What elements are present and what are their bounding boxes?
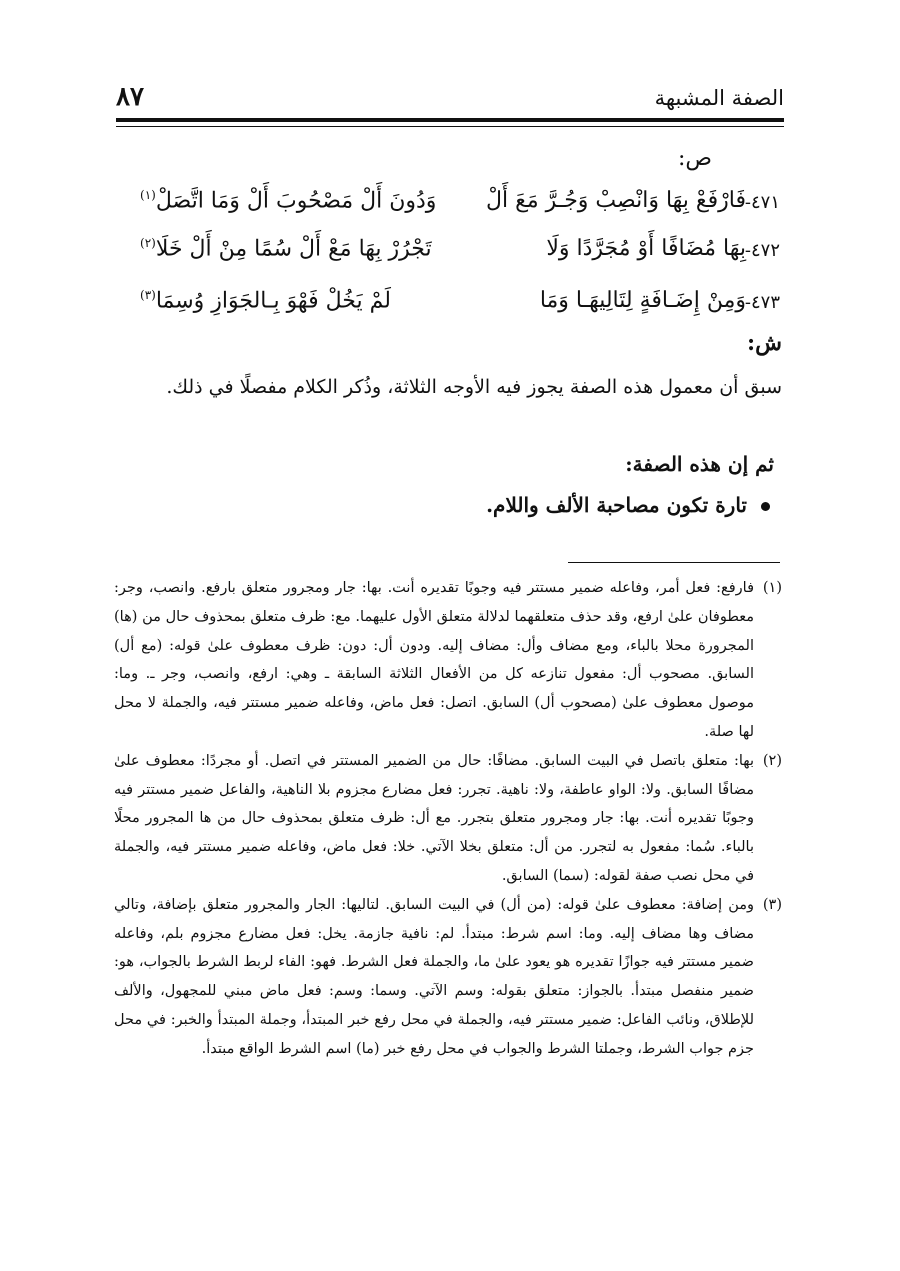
verse-number: ٤٧١-: [744, 192, 780, 213]
verse-number: ٤٧٣-: [744, 292, 780, 313]
verse-first-hemistich: وَمِنْ إِضَـافَةٍ لِتَالِيهَـا وَمَا: [539, 288, 746, 313]
verse-number: ٤٧٢-: [744, 240, 780, 261]
page-number: ٨٧: [116, 82, 144, 112]
header-rule-thin: [116, 126, 784, 127]
bullet-item: تارة تكون مصاحبة الألف واللام.: [486, 493, 770, 517]
verse-line: [140, 236, 780, 280]
footnotes: [114, 574, 782, 1064]
verse-second-hemistich: لَمْ يَخُلْ فَهْوَ بِـالجَوَازِ وُسِمَا$^{(٣)}$: [140, 288, 391, 314]
footnote-number: (١): [762, 580, 782, 596]
footnote-separator: [568, 562, 780, 563]
verse-second-hemistich: وَدُونَ أَلْ مَصْحُوبَ أَلْ وَمَا اتَّصَلْ$^{(١)}$: [140, 188, 437, 214]
bullet-icon: [761, 502, 770, 511]
footnote: [114, 747, 782, 891]
footnote-number: (٣): [762, 896, 782, 913]
text-label: ص:: [677, 146, 712, 171]
commentary-label: ش:: [747, 330, 782, 356]
subheading: ثم إن هذه الصفة:: [625, 452, 774, 476]
verse-first-hemistich: بِهَا مُضَافًا أَوْ مُجَرَّدًا وَلَا: [546, 236, 746, 261]
verse-line: [140, 188, 780, 232]
running-title: الصفة المشبهة: [654, 86, 784, 110]
verse-line: [140, 288, 780, 332]
footnote-ref: (١): [140, 188, 156, 202]
verse-second-hemistich: تَجْرُرْ بِهَا مَعْ أَلْ سُمًا مِنْ أَلْ خَلَا$^{(٢)}$: [140, 236, 432, 262]
page-header: [116, 82, 784, 116]
footnote-ref: (٢): [140, 236, 156, 250]
footnote: [114, 574, 782, 747]
header-rule-thick: [116, 118, 784, 122]
footnote: [114, 891, 782, 1064]
footnote-text: فارفع: فعل أمر، وفاعله ضمير مستتر فيه وجوبًا تقديره أنت. بها: جار ومجرور متعلق بارفع. وانصب، وجر: معطوفان علىٰ ارفع، وقد حذف متعلقهما لدلالة متعلق الأول عليهما. مع: ظرف متعلق بمحذوف حال من (ها) المجرورة محلا بالباء، ومع مضاف وأل: مضاف إليه. ودون أل: دون: ظرف معطوف علىٰ قوله: (مع أل) السابق. مصحوب أل: مفعول تنازعه كل من الأفعال الثلاثة السابقة ـ وهي: ارفع، وانصب، وجر ـ. وما: موصول معطوف علىٰ (مصحوب أل) السابق. اتصل: فعل ماض، وفاعله ضمير مستتر فيه، والجملة لا محل لها صلة.: [114, 580, 754, 740]
footnote-text: ومن إضافة: معطوف علىٰ قوله: (من أل) في البيت السابق. لتاليها: الجار والمجرور متعلق بإضافة، وتالي مضاف وها مضاف إليه. وما: اسم شرط: مبتدأ. لم: نافية جازمة. يخل: فعل مضارع مجزوم بلم، وفاعله ضمير مستتر فيه جوازًا تقديره هو يعود علىٰ ما، والجملة فعل الشرط. فهو: الفاء لربط الشرط بالجواب، هو: ضمير منفصل مبتدأ. بالجواز: متعلق بقوله: وسم الآتي. وسما: وسم: فعل ماض مبني للمجهول، والألف للإطلاق، ونائب الفاعل: ضمير مستتر فيه، والجملة في محل رفع خبر المبتدأ، وجملة المبتدأ والخبر: في محل جزم جواب الشرط، وجملتا الشرط والجواب في محل رفع خبر (ما) اسم الشرط الواقع مبتدأ.: [114, 896, 754, 1057]
footnote-text: بها: متعلق باتصل في البيت السابق. مضافًا: حال من الضمير المستتر في اتصل. أو مجردًا: معطوف علىٰ مضافًا السابق. ولا: الواو عاطفة، ولا: ناهية. تجرر: فعل مضارع مجزوم بلا الناهية، والفاعل ضمير مستتر فيه وجوبًا تقديره أنت. بها: جار ومجرور متعلق بتجرر. مع أل: ظرف متعلق بمحذوف حال من ها المجرور محلًا بالباء. سُما: مفعول به لتجرر. من أل: متعلق بخلا الآتي. خلا: فعل ماض، وفاعله ضمير مستتر فيه، والجملة في محل نصب صفة لقوله: (سما) السابق.: [114, 752, 754, 884]
verse-first-hemistich: فَارْفَعْ بِهَا وَانْصِبْ وَجُـرَّ مَعَ أَلْ: [486, 188, 746, 213]
body-paragraph: سبق أن معمول هذه الصفة يجوز فيه الأوجه الثلاثة، وذُكر الكلام مفصلًا في ذلك.: [166, 376, 782, 398]
footnote-number: (٢): [762, 752, 782, 769]
footnote-ref: (٣): [140, 288, 156, 302]
